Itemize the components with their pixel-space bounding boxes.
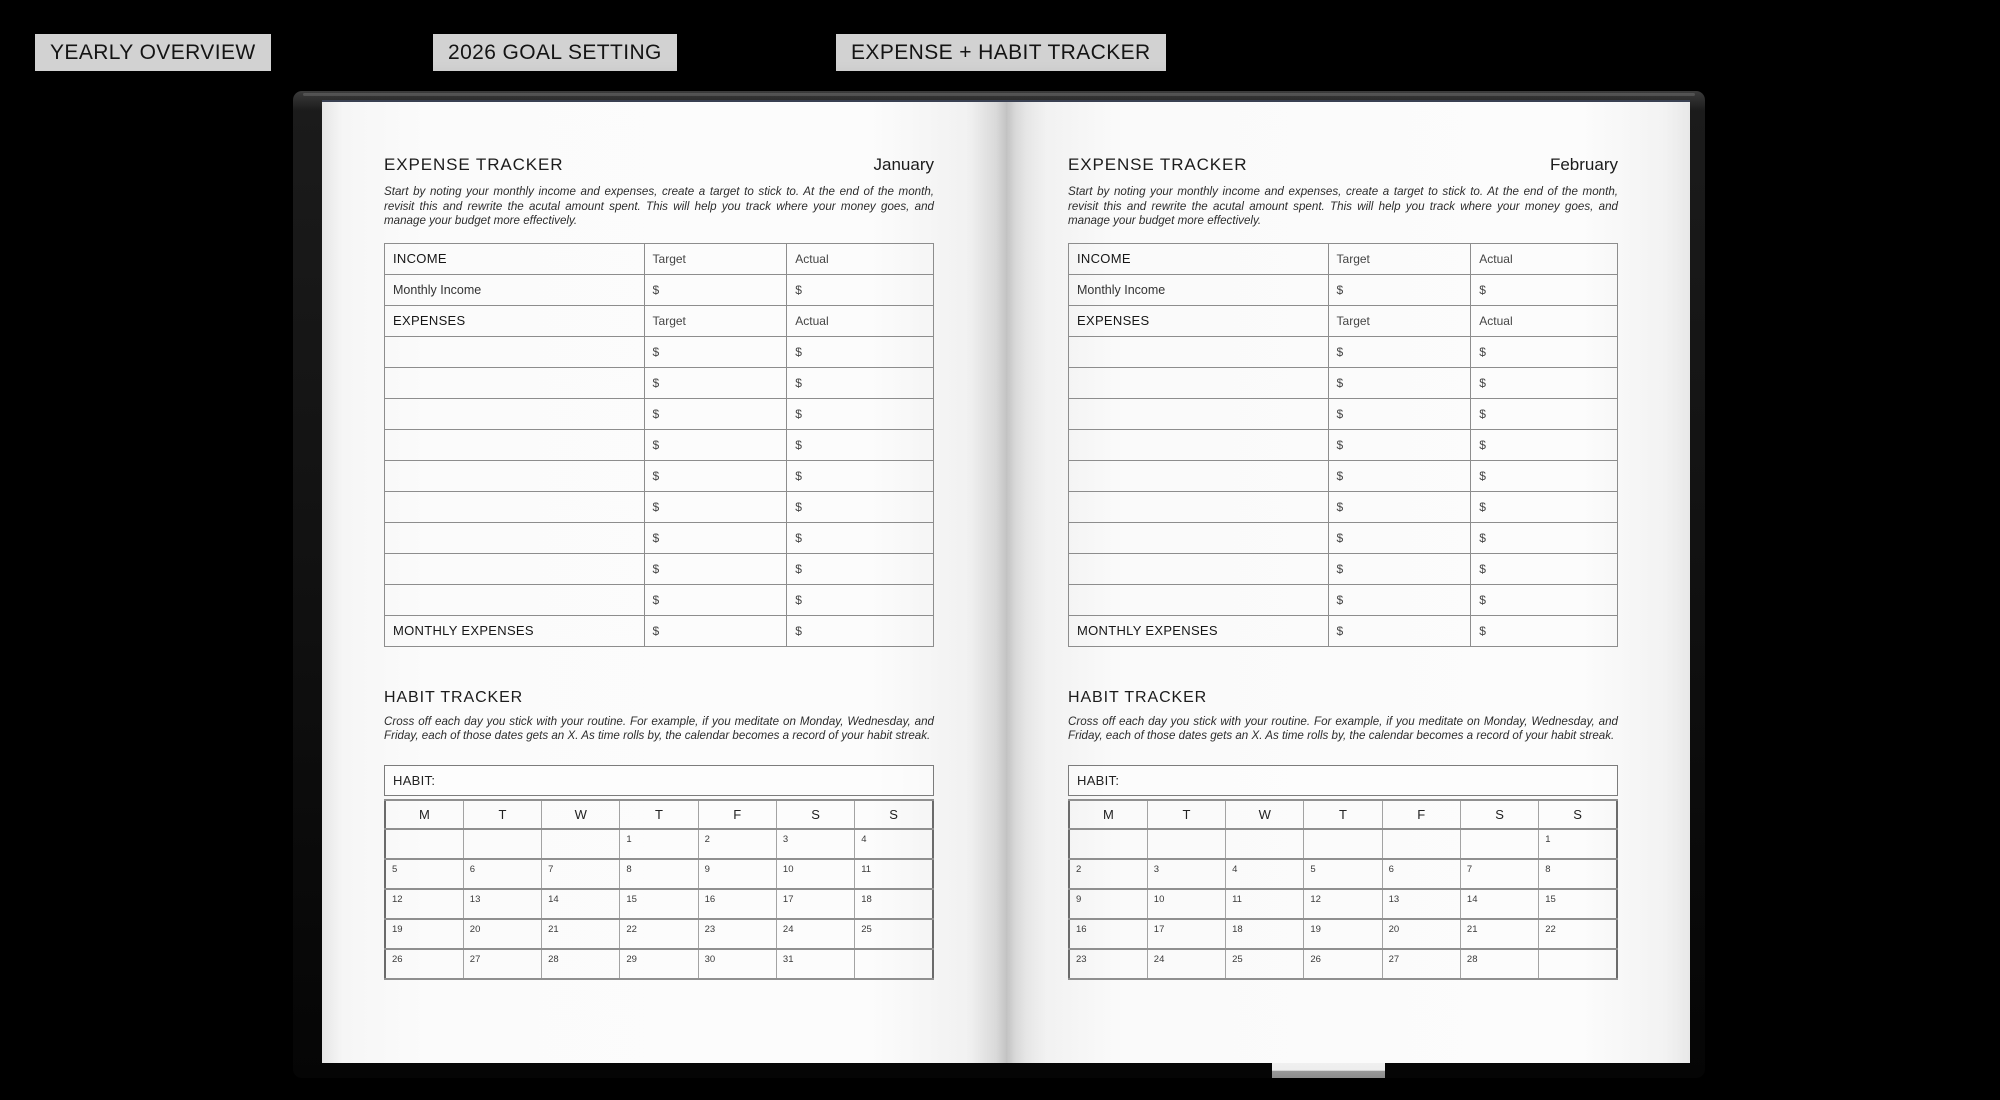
calendar-day-cell: 12 [1304,889,1382,919]
expense-table-row [385,367,934,398]
habit-calendar [1068,799,1618,980]
expense-cell-label [1069,336,1329,367]
expense-cell-actual: $ [1471,274,1618,305]
calendar-day-cell: 3 [1147,859,1225,889]
calendar-day-cell: 13 [1382,889,1460,919]
calendar-week-row [385,889,933,919]
expense-cell-actual: $ [1471,336,1618,367]
expense-table-row [385,336,934,367]
expense-cell-label [385,367,645,398]
calendar-header-row [385,800,933,829]
expense-cell-target: $ [644,584,787,615]
expense-table-row [1069,336,1618,367]
calendar-day-cell: 25 [855,919,933,949]
expense-cell-target: Target [644,305,787,336]
expense-cell-label [1069,522,1329,553]
calendar-week-row [1069,859,1617,889]
calendar-day-cell: 11 [1226,889,1304,919]
expense-tracker-title: EXPENSE TRACKER [384,155,564,174]
expense-cell-actual: $ [787,336,934,367]
expense-table-row [1069,522,1618,553]
calendar-day-cell [1460,829,1538,859]
expense-cell-target: $ [1328,615,1471,646]
calendar-day-cell: 4 [1226,859,1304,889]
tab-yearly-overview[interactable]: YEARLY OVERVIEW [35,34,271,71]
calendar-day-cell: 26 [1304,949,1382,979]
weekday-header: W [1226,800,1304,829]
calendar-day-cell: 25 [1226,949,1304,979]
calendar-week-row [385,829,933,859]
calendar-week-row [1069,949,1617,979]
expense-cell-label [1069,553,1329,584]
expense-table-row [1069,553,1618,584]
expense-cell-target: $ [1328,398,1471,429]
weekday-header: T [1304,800,1382,829]
calendar-day-cell [1304,829,1382,859]
expense-table-row [385,615,934,646]
expense-cell-label [385,584,645,615]
calendar-day-cell: 20 [463,919,541,949]
calendar-day-cell: 21 [1460,919,1538,949]
calendar-day-cell [1147,829,1225,859]
calendar-day-cell: 4 [855,829,933,859]
expense-table-row [1069,460,1618,491]
calendar-day-cell: 23 [1069,949,1147,979]
expense-cell-actual: Actual [787,305,934,336]
expense-cell-actual: $ [787,398,934,429]
expense-table-row [385,491,934,522]
calendar-day-cell: 2 [1069,859,1147,889]
expense-cell-actual: $ [787,491,934,522]
calendar-day-cell: 14 [542,889,620,919]
weekday-header: F [698,800,776,829]
expense-cell-target: $ [1328,522,1471,553]
weekday-header: T [1147,800,1225,829]
expense-cell-target: Target [644,243,787,274]
calendar-day-cell [1226,829,1304,859]
expense-cell-target: $ [1328,584,1471,615]
expense-cell-target: $ [644,398,787,429]
expense-table-row [1069,491,1618,522]
calendar-day-cell [1069,829,1147,859]
calendar-day-cell: 22 [1539,919,1617,949]
expense-cell-actual: $ [787,615,934,646]
habit-intro-text: Cross off each day you stick with your routine. For example, if you meditate on Monday, Wednesday, and Friday, each of those dates gets an X. As time rolls by, the calendar becomes a record of your habit streak. [384,714,934,743]
calendar-header-row [1069,800,1617,829]
calendar-week-row [1069,919,1617,949]
calendar-day-cell: 19 [1304,919,1382,949]
expense-tracker-title: EXPENSE TRACKER [1068,155,1248,174]
planner-page-january [322,102,1006,1063]
planner-book [293,91,1705,1078]
calendar-day-cell: 20 [1382,919,1460,949]
calendar-day-cell: 6 [1382,859,1460,889]
expense-cell-target: $ [1328,336,1471,367]
calendar-day-cell [855,949,933,979]
calendar-day-cell: 1 [620,829,698,859]
expense-table-row [385,305,934,336]
expense-cell-actual: $ [1471,491,1618,522]
calendar-day-cell: 21 [542,919,620,949]
weekday-header: T [463,800,541,829]
expense-cell-target: $ [644,367,787,398]
habit-calendar [384,799,934,980]
bookmark-tab [1272,1063,1385,1078]
expense-intro-text: Start by noting your monthly income and expenses, create a target to stick to. At the end of the month, revisit this and rewrite the acutal amount spent. This will help you track where your money goes, and manage your budget more effectively. [1068,185,1618,228]
expense-cell-actual: $ [1471,398,1618,429]
calendar-day-cell: 22 [620,919,698,949]
expense-table-row [1069,429,1618,460]
calendar-day-cell: 26 [385,949,463,979]
expense-table [1068,243,1618,647]
expense-cell-actual: $ [787,429,934,460]
weekday-header: M [1069,800,1147,829]
calendar-day-cell [1382,829,1460,859]
habit-name-box [1068,765,1618,796]
weekday-header: S [776,800,854,829]
expense-table-row [1069,398,1618,429]
expense-table-row [1069,243,1618,274]
expense-cell-target: $ [644,615,787,646]
expense-cell-label: Monthly Income [1069,274,1329,305]
calendar-week-row [1069,889,1617,919]
calendar-day-cell: 19 [385,919,463,949]
calendar-day-cell: 5 [1304,859,1382,889]
calendar-day-cell: 14 [1460,889,1538,919]
calendar-day-cell: 9 [698,859,776,889]
expense-cell-actual: Actual [1471,243,1618,274]
expense-cell-label [385,491,645,522]
expense-table-row [1069,584,1618,615]
page-header [1068,155,1618,175]
calendar-day-cell: 30 [698,949,776,979]
expense-cell-label [1069,491,1329,522]
calendar-week-row [385,919,933,949]
calendar-week-row [1069,829,1617,859]
expense-cell-target: Target [1328,243,1471,274]
calendar-day-cell: 8 [620,859,698,889]
weekday-header: M [385,800,463,829]
calendar-day-cell: 17 [776,889,854,919]
planner-page-february [1006,102,1690,1063]
expense-cell-label [1069,398,1329,429]
expense-cell-label: INCOME [385,243,645,274]
calendar-day-cell: 17 [1147,919,1225,949]
expense-table [384,243,934,647]
calendar-day-cell: 24 [776,919,854,949]
calendar-day-cell [385,829,463,859]
expense-cell-target: $ [1328,460,1471,491]
open-spread [322,102,1690,1063]
expense-table-row [385,522,934,553]
expense-table-row [385,429,934,460]
expense-table-row [1069,305,1618,336]
expense-cell-label: INCOME [1069,243,1329,274]
calendar-day-cell: 10 [1147,889,1225,919]
expense-cell-actual: $ [787,274,934,305]
calendar-day-cell: 16 [698,889,776,919]
expense-table-row [385,553,934,584]
calendar-day-cell [1539,949,1617,979]
expense-cell-label: MONTHLY EXPENSES [1069,615,1329,646]
habit-tracker-title: HABIT TRACKER [384,688,524,706]
calendar-day-cell: 10 [776,859,854,889]
expense-table-row [385,584,934,615]
expense-cell-target: $ [644,460,787,491]
calendar-day-cell: 8 [1539,859,1617,889]
calendar-day-cell: 29 [620,949,698,979]
expense-table-row [1069,615,1618,646]
expense-cell-label [385,460,645,491]
expense-cell-actual: Actual [787,243,934,274]
expense-cell-actual: $ [1471,522,1618,553]
expense-cell-target: $ [644,491,787,522]
expense-table-row [385,460,934,491]
expense-cell-label [385,336,645,367]
expense-cell-target: $ [1328,274,1471,305]
expense-cell-actual: $ [787,367,934,398]
calendar-day-cell: 1 [1539,829,1617,859]
weekday-header: W [542,800,620,829]
expense-cell-label: Monthly Income [385,274,645,305]
expense-cell-target: $ [1328,553,1471,584]
expense-cell-target: $ [1328,491,1471,522]
expense-table-row [1069,367,1618,398]
expense-cell-actual: Actual [1471,305,1618,336]
expense-cell-actual: $ [1471,553,1618,584]
expense-table-row [385,274,934,305]
expense-cell-target: $ [644,429,787,460]
calendar-day-cell: 11 [855,859,933,889]
tab-expense-habit-tracker[interactable]: EXPENSE + HABIT TRACKER [836,34,1166,71]
expense-cell-actual: $ [787,584,934,615]
habit-label: HABIT: [393,772,436,788]
calendar-day-cell: 27 [1382,949,1460,979]
calendar-day-cell: 18 [1226,919,1304,949]
calendar-day-cell: 5 [385,859,463,889]
habit-name-box [384,765,934,796]
expense-table-row [385,243,934,274]
habit-intro-text: Cross off each day you stick with your routine. For example, if you meditate on Monday, Wednesday, and Friday, each of those dates gets an X. As time rolls by, the calendar becomes a record of your habit streak. [1068,714,1618,743]
calendar-day-cell: 31 [776,949,854,979]
expense-intro-text: Start by noting your monthly income and expenses, create a target to stick to. At the end of the month, revisit this and rewrite the acutal amount spent. This will help you track where your money goes, and manage your budget more effectively. [384,185,934,228]
expense-cell-target: Target [1328,305,1471,336]
expense-cell-target: $ [644,522,787,553]
calendar-day-cell: 18 [855,889,933,919]
expense-cell-target: $ [1328,367,1471,398]
calendar-day-cell: 23 [698,919,776,949]
expense-cell-target: $ [1328,429,1471,460]
page-header [384,155,934,175]
expense-cell-label: EXPENSES [1069,305,1329,336]
expense-cell-target: $ [644,336,787,367]
calendar-day-cell: 27 [463,949,541,979]
calendar-day-cell: 7 [542,859,620,889]
page-stack-edge [322,100,1690,102]
habit-tracker-title: HABIT TRACKER [1068,688,1208,706]
expense-cell-actual: $ [1471,460,1618,491]
calendar-day-cell: 3 [776,829,854,859]
calendar-day-cell: 16 [1069,919,1147,949]
calendar-day-cell: 24 [1147,949,1225,979]
calendar-day-cell: 2 [698,829,776,859]
expense-cell-actual: $ [1471,429,1618,460]
expense-cell-label: EXPENSES [385,305,645,336]
calendar-day-cell: 7 [1460,859,1538,889]
weekday-header: S [1460,800,1538,829]
month-label: January [873,155,934,174]
weekday-header: F [1382,800,1460,829]
calendar-day-cell: 13 [463,889,541,919]
calendar-day-cell: 12 [385,889,463,919]
calendar-day-cell: 15 [1539,889,1617,919]
calendar-week-row [385,949,933,979]
calendar-day-cell: 6 [463,859,541,889]
expense-cell-actual: $ [1471,615,1618,646]
calendar-day-cell: 28 [1460,949,1538,979]
expense-cell-actual: $ [787,553,934,584]
expense-cell-actual: $ [787,522,934,553]
expense-cell-label [1069,584,1329,615]
expense-cell-label [1069,429,1329,460]
weekday-header: S [855,800,933,829]
expense-table-row [1069,274,1618,305]
calendar-week-row [385,859,933,889]
expense-cell-target: $ [644,553,787,584]
expense-cell-label [385,553,645,584]
expense-cell-target: $ [644,274,787,305]
expense-cell-actual: $ [1471,367,1618,398]
tab-goal-setting[interactable]: 2026 GOAL SETTING [433,34,677,71]
expense-cell-label [1069,367,1329,398]
expense-cell-label [385,429,645,460]
month-label: February [1549,155,1618,174]
calendar-day-cell [542,829,620,859]
expense-cell-label: MONTHLY EXPENSES [385,615,645,646]
expense-cell-actual: $ [1471,584,1618,615]
calendar-day-cell: 15 [620,889,698,919]
weekday-header: T [620,800,698,829]
expense-table-row [385,398,934,429]
expense-cell-actual: $ [787,460,934,491]
calendar-day-cell [463,829,541,859]
habit-label: HABIT: [1077,772,1120,788]
calendar-day-cell: 9 [1069,889,1147,919]
weekday-header: S [1539,800,1617,829]
expense-cell-label [385,398,645,429]
calendar-day-cell: 28 [542,949,620,979]
expense-cell-label [1069,460,1329,491]
expense-cell-label [385,522,645,553]
